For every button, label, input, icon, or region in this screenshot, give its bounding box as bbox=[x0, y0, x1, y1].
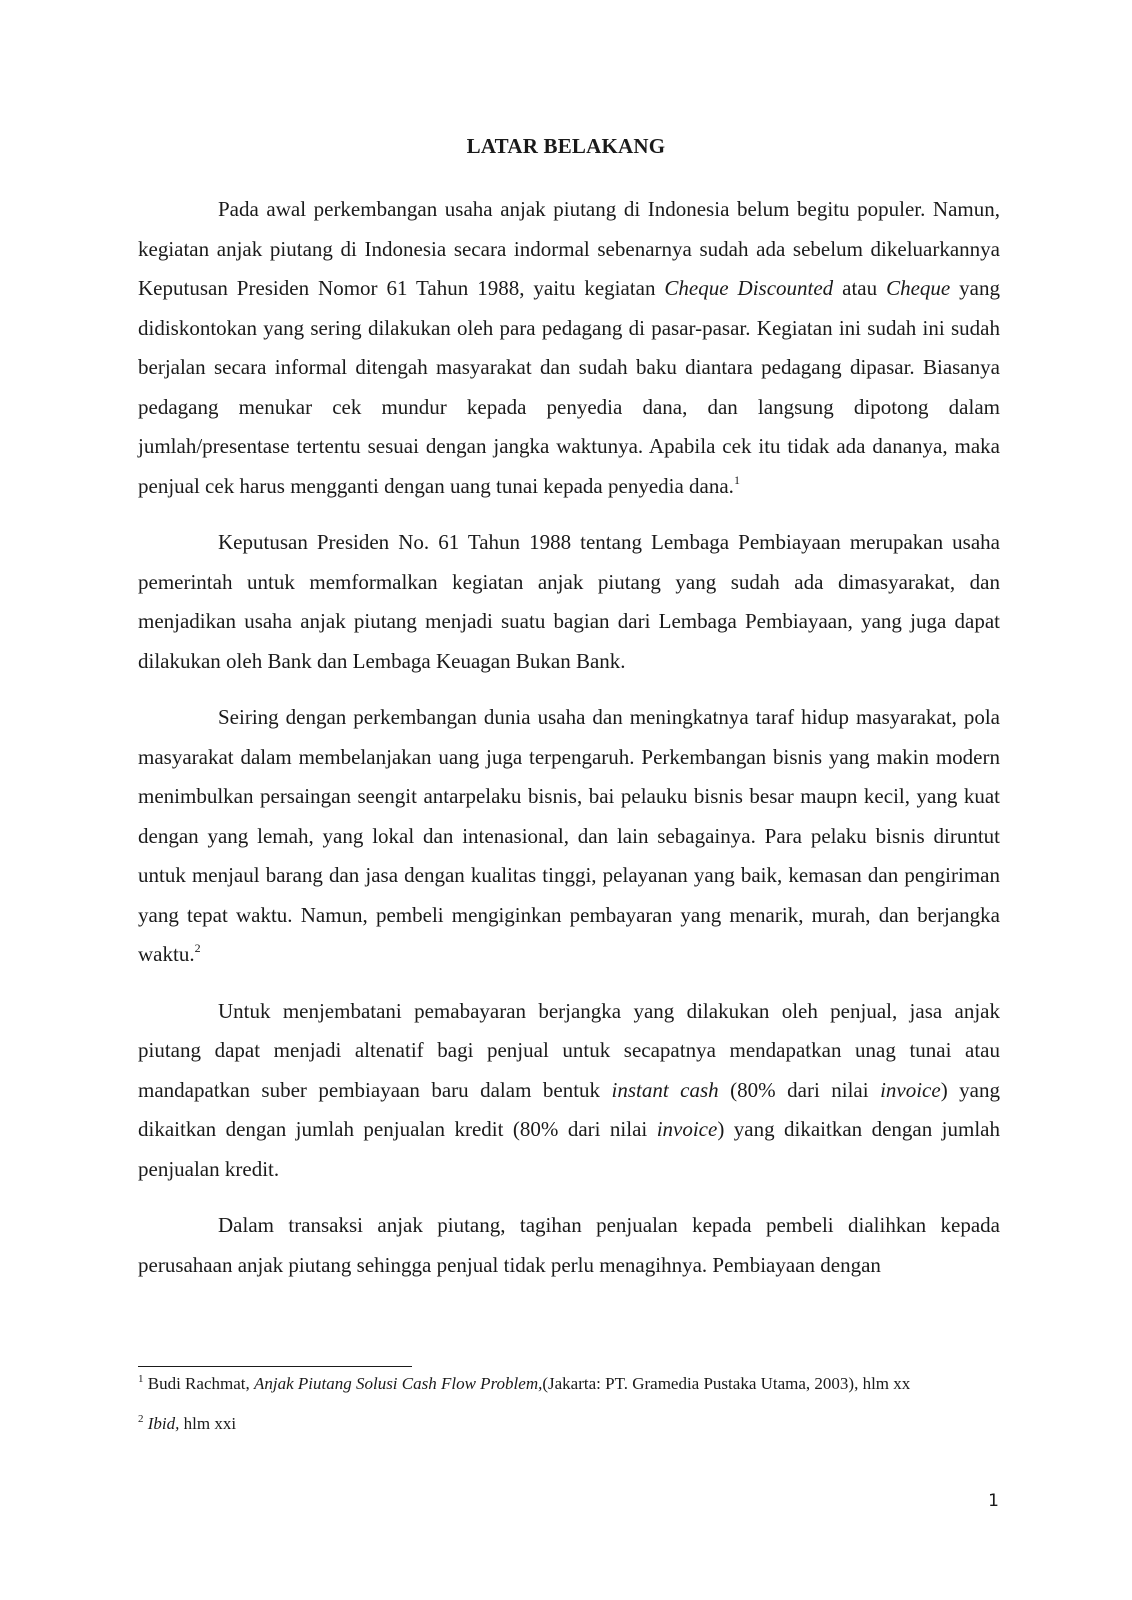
italic-term: Cheque Discounted bbox=[664, 276, 834, 300]
footnote-2 bbox=[138, 1412, 1000, 1435]
italic-term: Cheque bbox=[886, 276, 951, 300]
paragraph-text: Untuk menjembatani pemabayaran berjangka yang dilakukan oleh penjual, jasa anjak piutang dapat menjadi altenatif bagi penjual untuk secapatnya mendapatkan unag tunai atau mandapatkan suber pembiayaan baru dalam bentuk bbox=[138, 998, 1000, 1102]
footnote-text: hlm xxi bbox=[179, 1414, 237, 1433]
paragraph-text: Dalam transaksi anjak piutang, tagihan penjualan kepada pembeli dialihkan kepada perusahaan anjak piutang sehingga penjual tidak perlu menagihnya. Pembiayaan dengan bbox=[138, 1213, 1000, 1277]
paragraph-2 bbox=[138, 523, 1000, 681]
footnote-text: (Jakarta: PT. Gramedia Pustaka Utama, 2003), hlm xx bbox=[542, 1374, 911, 1393]
page-title: LATAR BELAKANG bbox=[466, 134, 666, 158]
body-text bbox=[138, 190, 1000, 1302]
footnote-number: 1 bbox=[138, 1373, 144, 1385]
paragraph-text: ) yang dikaitkan dengan jumlah penjualan kredit (80% dari nilai bbox=[138, 1077, 1000, 1141]
footnote-reference-1[interactable]: 1 bbox=[733, 472, 740, 487]
paragraph-text: Pada awal perkembangan usaha anjak piutang di Indonesia belum begitu populer. Namun, kegiatan anjak piutang di Indonesia secara indormal sebenarnya sudah ada sebelum dikeluarkannya Keputusan Presiden Nomor 61 Tahun 1988, yaitu kegiatan bbox=[138, 197, 1000, 300]
footnote-ibid: Ibid, bbox=[147, 1414, 180, 1433]
italic-term: instant cash bbox=[611, 1077, 719, 1102]
paragraph-text: ) yang dikaitkan dengan jumlah penjualan kredit. bbox=[138, 1117, 1000, 1181]
footnote-text: Budi Rachmat, bbox=[143, 1374, 254, 1393]
paragraph-5 bbox=[138, 1206, 1000, 1285]
paragraph-text: atau bbox=[833, 276, 887, 300]
footnote-separator bbox=[138, 1366, 412, 1367]
paragraph-text: Seiring dengan perkembangan dunia usaha dan meningkatnya taraf hidup masyarakat, pola masyarakat dalam membelanjakan uang juga terpengaruh. Perkembangan bisnis yang makin modern menimbulkan persaingan seengit antarpelaku bisnis, bai pelauku bisnis besar maupn kecil, yang kuat dengan yang lemah, yang lokal dan intenasional, dan lain sebagainya. Para pelaku bisnis diruntut untuk menjaul barang dan jasa dengan kualitas tinggi, pelayanan yang baik, kemasan dan pengiriman yang tepat waktu. Namun, pembeli mengiginkan pembayaran yang menarik, murah, dan berjangka waktu. bbox=[138, 705, 1000, 966]
footnote-number: 2 bbox=[138, 1413, 144, 1425]
paragraph-3 bbox=[138, 698, 1000, 975]
paragraph-text: (80% dari nilai bbox=[718, 1077, 881, 1102]
paragraph-4 bbox=[138, 992, 1000, 1190]
footnote-book-title: Anjak Piutang Solusi Cash Flow Problem, bbox=[253, 1374, 543, 1393]
footnote-reference-2[interactable]: 2 bbox=[194, 941, 201, 955]
paragraph-text: yang didiskontokan yang sering dilakukan oleh para pedagang di pasar-pasar. Kegiatan ini sudah ini sudah berjalan secara informal ditengah masyarakat dan sudah baku diantara pedagang dipasar. Biasanya pedagang menukar cek mundur kepada penyedia dana, dan langsung dipotong dalam jumlah/presentase tertentu sesuai dengan jangka waktunya. Apabila cek itu tidak ada dananya, maka penjual cek harus mengganti dengan uang tunai kepada penyedia dana. bbox=[138, 276, 1000, 498]
paragraph-text: Keputusan Presiden No. 61 Tahun 1988 tentang Lembaga Pembiayaan merupakan usaha pemerintah untuk memformalkan kegiatan anjak piutang yang sudah ada dimasyarakat, dan menjadikan usaha anjak piutang menjadi suatu bagian dari Lembaga Pembiayaan, yang juga dapat dilakukan oleh Bank dan Lembaga Keuagan Bukan Bank. bbox=[138, 530, 1000, 673]
footnote-1 bbox=[138, 1372, 1000, 1395]
italic-term: invoice bbox=[656, 1117, 718, 1141]
page-number: 1 bbox=[988, 1491, 999, 1511]
paragraph-1 bbox=[138, 190, 1000, 506]
italic-term: invoice bbox=[880, 1077, 941, 1102]
footnotes bbox=[138, 1372, 1000, 1452]
